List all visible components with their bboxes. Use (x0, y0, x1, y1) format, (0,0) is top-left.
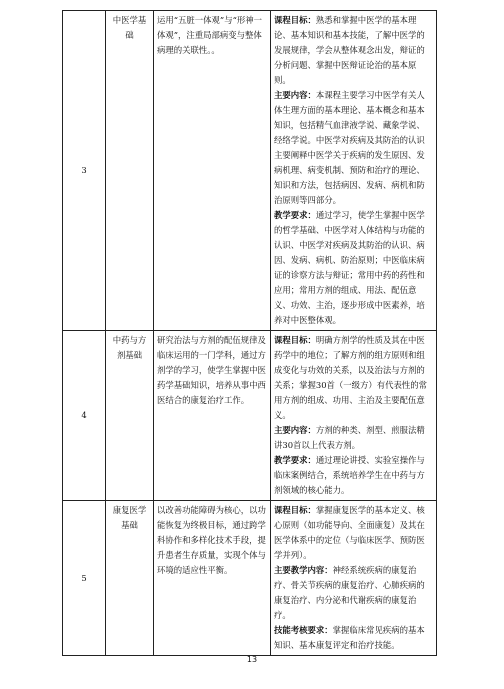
detail-text: 掌握临床常见疾病的基本知识、基本康复评定和治疗技能。 (274, 625, 425, 650)
row-number: 3 (63, 11, 106, 331)
course-details (271, 11, 437, 331)
page-number: 13 (246, 655, 258, 664)
detail-paragraph (274, 563, 433, 623)
detail-paragraph (274, 13, 433, 88)
course-name: 康复医学基础 (106, 501, 154, 656)
detail-label: 课程目标： (274, 15, 316, 25)
curriculum-table (62, 10, 437, 656)
detail-paragraph (274, 453, 433, 498)
table-row (63, 501, 437, 656)
detail-label: 主要教学内容： (274, 565, 333, 575)
course-objective: 运用“五脏一体观”与“形神一体观”，注重局部病变与整体病理的关联性。。 (154, 11, 271, 331)
row-number: 4 (63, 331, 106, 501)
detail-paragraph (274, 423, 433, 453)
table-row (63, 11, 437, 331)
detail-label: 主要内容： (274, 425, 316, 435)
detail-text: 神经系统疾病的康复治疗、骨关节疾病的康复治疗、心肺疾病的康复治疗、内分泌和代谢疾病的康复治疗。 (274, 565, 425, 620)
detail-text: 本课程主要学习中医学有关人体生理方面的基本理论、基本概念和基本知识，包括精气血津液学说、藏象学说、经络学说。中医学对疾病及其防治的认识主要阐释中医学关于疾病的发生原因、发病机理、病变机制、预防和治疗的理论、知识和方法，包括病因、发病、病机和防治原则等四部分。 (274, 90, 425, 205)
detail-label: 课程目标： (274, 505, 316, 515)
detail-label: 课程目标： (274, 335, 316, 345)
detail-label: 教学要求： (274, 210, 316, 220)
detail-label: 技能考核要求： (274, 625, 333, 635)
detail-text: 掌握康复医学的基本定义、核心原则（如功能导向、全面康复）及其在医学体系中的定位（与临床医学、预防医学并列）。 (274, 505, 425, 560)
detail-paragraph (274, 623, 433, 653)
row-number: 5 (63, 501, 106, 656)
course-name: 中药与方剂基础 (106, 331, 154, 501)
course-objective: 研究治法与方剂的配伍规律及临床运用的一门学科，通过方剂学的学习，使学生掌握中医药学基础知识，培养从事中西医结合的康复治疗工作。 (154, 331, 271, 501)
course-details (271, 331, 437, 501)
detail-text: 通过理论讲授、实验室操作与临床案例结合，系统培养学生在中药与方剂领域的核心能力。 (274, 455, 425, 495)
detail-paragraph (274, 503, 433, 563)
detail-paragraph (274, 88, 433, 208)
detail-text: 方剂的种类、剂型、煎服法精讲30首以上代表方剂。 (274, 425, 425, 450)
detail-paragraph (274, 208, 433, 328)
detail-paragraph (274, 333, 433, 423)
detail-label: 教学要求： (274, 455, 316, 465)
course-name: 中医学基础 (106, 11, 154, 331)
detail-label: 主要内容： (274, 90, 316, 100)
table-row (63, 331, 437, 501)
detail-text: 熟悉和掌握中医学的基本理论、基本知识和基本技能，了解中医学的发展规律，学会从整体观念出发，辩证的分析问题、掌握中医辩证论治的基本原则。 (274, 15, 425, 85)
detail-text: 明确方剂学的性质及其在中医药学中的地位；了解方剂的组方原则和组成变化与功效的关系，以及治法与方剂的关系；掌握30首（一级方）有代表性的常用方剂的组成、功用、主治及主要配伍意义。 (274, 335, 428, 420)
course-details (271, 501, 437, 656)
course-objective: 以改善功能障碍为核心，以功能恢复为终极目标，通过跨学科协作和多样化技术手段，提升患者生存质量，实现个体与环境的适应性平衡。 (154, 501, 271, 656)
detail-text: 通过学习，使学生掌握中医学的哲学基础、中医学对人体结构与功能的认识、中医学对疾病及其防治的认识、病因、发病、病机、防治原则；中医临床病证的诊察方法与辩证；常用中药的药性和应用；常用方剂的组成、用法、配伍意义、功效、主治，逐步形成中医素养，培养对中医整体观。 (274, 210, 425, 325)
